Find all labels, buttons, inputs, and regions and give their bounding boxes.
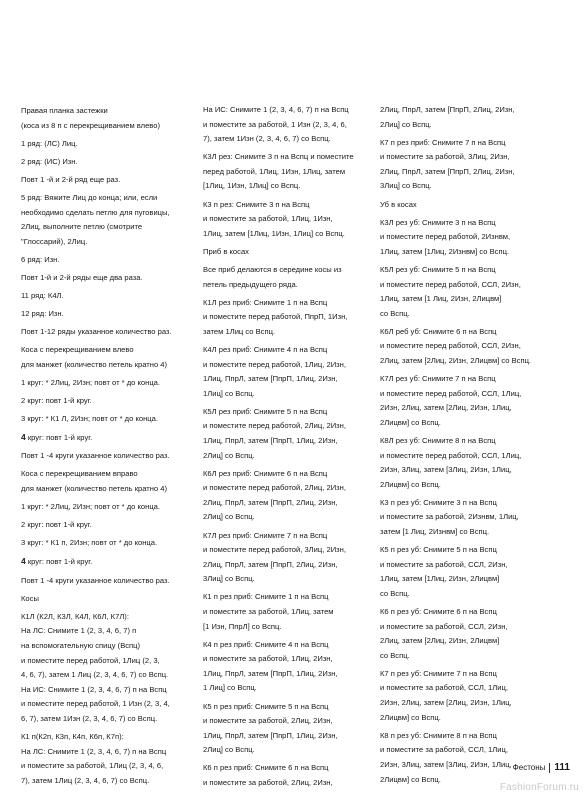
paragraph (380, 103, 568, 132)
paragraph (21, 307, 193, 322)
paragraph-text: К6Л рез приб: Снимите 6 п на Вспц и поместите перед работой, 2Лиц, 2Изн, 2Лиц, ПпрЛ, затем [ПпрП, 2Лиц, 2Изн, 2Лиц] со Вспц. (203, 468, 346, 522)
paragraph-text: круг: повт 1-й круг. (25, 433, 93, 443)
paragraph (21, 376, 193, 391)
paragraph (203, 638, 375, 696)
paragraph-text: К6 п рез уб: Снимите 6 п на Вспц и поместите за работой, ССЛ, 2Изн, 2Лиц, затем [2Лиц, 2Изн, 2Лицвм] со Вспц. (380, 607, 508, 660)
paragraph (21, 554, 193, 570)
paragraph (21, 430, 193, 446)
paragraph (21, 412, 193, 427)
paragraph-text: К3Л рез: Снимите 3 п на Вспц и поместите перед работой, 1Лиц, 1Изн, 1Лиц, затем [1Лиц, 1Изн, 1Лиц] со Вспц. (203, 152, 354, 191)
paragraph (203, 263, 375, 292)
paragraph (21, 730, 193, 788)
paragraph-text: К3Л рез уб: Снимите 3 п на Вспц и поместите перед работой, 2Изнвм, 1Лиц, затем [1Лиц, 2Изнвм] со Вспц. (380, 217, 511, 256)
round-number: 4 (21, 432, 26, 443)
paragraph-text: 5 ряд: Вяжите Лиц до конца; или, если необходимо сделать петлю для пуговицы, 2Лиц, выполните петлю (смотрите "Глоссарий), 2Лиц. (21, 192, 170, 246)
paragraph-text: К4 п рез приб: Снимите 4 п на Вспц и поместите за работой, 1Лиц, 2Изн, 1Лиц, ПпрЛ, затем [ПпрП, 1Лиц, 2Изн, 1 Лиц] со Вспц. (203, 639, 338, 693)
paragraph (203, 103, 375, 147)
paragraph (21, 253, 193, 268)
paragraph-text: Коса с перекрещиванием влево для манжет (количество петель кратно 4) (21, 345, 168, 369)
paragraph-text: 2 ряд: (ИС) Изн. (21, 156, 78, 166)
paragraph-text: К6Л реб уб: Снимите 6 п на Вспц и поместите перед работой, ССЛ, 2Изн, 2Лиц, затем [2Лиц, 2Изн, 2Лицвм] со Вспц. (380, 326, 532, 365)
paragraph-text: Приб в косах (203, 246, 249, 256)
paragraph-text: К1 п рез приб: Снимите 1 п на Вспц и поместите за работой, 1Лиц, затем [1 Изн, ПпрЛ] со Вспц. (203, 592, 334, 631)
paragraph (380, 729, 568, 787)
paragraph-text: К3 п рез: Снимите 3 п на Вспц и поместите за работой, 1Лиц, 1Изн, 1Лиц, затем [1Лиц, 1Изн, 1Лиц] со Вспц. (203, 199, 345, 238)
footer-divider (549, 763, 550, 773)
paragraph (21, 536, 193, 551)
paragraph (21, 155, 193, 170)
paragraph (21, 610, 193, 727)
paragraph (380, 263, 568, 321)
paragraph-text: 1 круг: * 2Лиц, 2Изн; повт от * до конца. (21, 502, 161, 512)
column-right (380, 103, 568, 791)
paragraph (21, 191, 193, 249)
paragraph-text: 6 ряд: Изн. (21, 254, 60, 264)
paragraph-text: К4Л рез приб: Снимите 4 п на Вспц и поместите перед работой, 1Лиц, 2Изн, 1Лиц, ПпрЛ, затем [ПпрП, 1Лиц, 2Изн, 1Лиц] со Вспц. (203, 344, 346, 398)
paragraph-text: К1Л рез приб: Снимите 1 п на Вспц и поместите перед работой, ПпрП, 1Изн, затем 1Лиц со Вспц. (203, 297, 348, 336)
paragraph-text: Повт 1 -4 круги указанное количество раз. (21, 575, 170, 585)
paragraph-text: К6 п рез приб: Снимите 6 п на Вспц и поместите за работой, 2Лиц, 2Изн, (203, 763, 333, 788)
paragraph (203, 700, 375, 758)
paragraph (380, 496, 568, 540)
paragraph-text: Повт 1-12 ряды указанное количество раз. (21, 327, 172, 337)
paragraph (21, 271, 193, 286)
paragraph (203, 296, 375, 340)
paragraph-text: К5Л рез приб: Снимите 5 п на Вспц и поместите перед работой, 2Лиц, 2Изн, 1Лиц, ПпрЛ, затем [ПпрП, 1Лиц, 2Изн, 2Лиц] со Вспц. (203, 406, 346, 460)
section-name: Фестоны (512, 763, 546, 772)
paragraph (21, 449, 193, 464)
paragraph (21, 394, 193, 409)
paragraph (203, 761, 375, 790)
paragraph-text: Повт 1 -4 круги указанное количество раз. (21, 451, 170, 461)
paragraph-text: К5 п рез приб: Снимите 5 п на Вспц и поместите за работой, 2Лиц, 2Изн, 1Лиц, ПпрЛ, затем [ПпрП, 1Лиц, 2Изн, 2Лиц] со Вспц. (203, 701, 338, 755)
paragraph-text: 3 круг: * К1 Л, 2Изн; повт от * до конца. (21, 414, 158, 424)
paragraph-text: 1 ряд: (ЛС) Лиц. (21, 138, 78, 148)
paragraph-text: К5Л рез уб: Снимите 5 п на Вспц и поместите перед работой, ССЛ, 2Изн, 1Лиц, затем [1 Лиц, 2Изн, 2Лицвм] со Вспц. (380, 264, 521, 318)
paragraph-text: 12 ряд: Изн. (21, 309, 64, 319)
paragraph (380, 543, 568, 601)
paragraph (21, 467, 193, 496)
paragraph-text: К7 п рез уб: Снимите 7 п на Вспц и поместите за работой, ССЛ, 1Лиц, 2Изн, 2Лиц, затем [2Лиц, 2Изн, 1Лиц, 2Лицвм] со Вспц. (380, 668, 512, 722)
paragraph (21, 592, 193, 607)
paragraph (203, 150, 375, 194)
paragraph-text: Повт 1-й и 2-й ряды еще два раза. (21, 272, 143, 282)
paragraph (203, 467, 375, 525)
paragraph (21, 289, 193, 304)
column-middle (203, 103, 375, 794)
paragraph (21, 500, 193, 515)
paragraph (203, 405, 375, 463)
paragraph-text: Все приб делаются в середине косы из петель предыдущего ряда. (203, 264, 342, 289)
paragraph-text: К1 п(К2п, К3п, К4п, К6п, К7п): На ЛС: Снимите 1 (2, 3, 4, 6, 7) п на Вспц и поместите за работой, 1Лиц (2, 3, 4, 6, 7), затем 1Лиц (2, 3, 4, 6, 7) со Вспц. (21, 731, 167, 785)
paragraph (21, 518, 193, 533)
paragraph-text: Коса с перекрещиванием вправо для манжет (количество петель кратно 4) (21, 469, 168, 494)
paragraph (21, 325, 193, 340)
page-number: 111 (554, 762, 570, 773)
paragraph-text: 2 круг: повт 1-й круг. (21, 520, 92, 530)
paragraph (203, 343, 375, 401)
paragraph (380, 198, 568, 213)
paragraph-text: К3 п рез уб: Снимите 3 п на Вспц и поместите за работой, 2Изнвм, 1Лиц, затем [1 Лиц, 2Изнвм] со Вспц. (380, 497, 519, 537)
paragraph (203, 590, 375, 634)
paragraph (380, 372, 568, 430)
paragraph-text: К7Л рез уб: Снимите 7 п на Вспц и поместите перед работой, ССЛ, 1Лиц, 2Изн, 2Лиц, затем [2Лиц, 2Изн, 1Лиц, 2Лицвм] со Вспц. (380, 374, 522, 427)
paragraph (380, 136, 568, 194)
paragraph-text: На ИС: Снимите 1 (2, 3, 4, 6, 7) п на Вспц и поместите за работой, 1 Изн (2, 3, 4, 6, 7), затем 1Изн (2, 3, 4, 6, 7) со Вспц. (203, 105, 349, 144)
paragraph-text: Косы (21, 593, 39, 603)
paragraph-text: Уб в косах (380, 199, 417, 209)
paragraph (21, 104, 193, 133)
paragraph (380, 325, 568, 369)
round-number: 4 (21, 556, 26, 567)
paragraph-text: Повт 1 -й и 2-й ряд еще раз. (21, 174, 121, 184)
paragraph-text: круг: повт 1-й круг. (25, 557, 93, 567)
paragraph-text: К8Л рез уб: Снимите 8 п на Вспц и поместите перед работой, ССЛ, 1Лиц, 2Изн, 3Лиц, затем [3Лиц, 2Изн, 1Лиц, 2Лицвм] со Вспц. (380, 435, 522, 489)
paragraph-text: К1Л (К2Л, К3Л, К4Л, К6Л, К7Л): На ЛС: Снимите 1 (2, 3, 4, 6, 7) п на вспомогательную спицу (Вспц) и поместите перед работой, 1Лиц (2, 3, 4, 6, 7), затем 1 Лиц (2, 3, 4, 6, 7) со Вспц. На ИС: Снимите 1 (2, 3, 4, 6, 7) п на Вспц и поместите перед работой, 1 Изн (2, 3, 4, 6, 7), затем 1Изн (2, 3, 4, 6, 7) со Вспц. (21, 611, 170, 723)
paragraph (380, 434, 568, 492)
paragraph (21, 173, 193, 188)
page-footer (513, 762, 570, 773)
paragraph (21, 137, 193, 152)
paragraph (380, 216, 568, 260)
paragraph (380, 605, 568, 663)
paragraph-text: 3 круг: * К1 п, 2Изн; повт от * до конца. (21, 538, 158, 548)
watermark: FashionForum.ru (499, 782, 579, 793)
paragraph-text: К7 п рез приб: Снимите 7 п на Вспц и поместите за работой, 3Лиц, 2Изн, 2Лиц, ПпрЛ, затем [ПпрП, 2Лиц, 2Изн, 3Лиц] со Вспц. (380, 137, 515, 191)
paragraph-text: 11 ряд: К4Л. (21, 291, 64, 301)
paragraph-text: К8 п рез уб: Снимите 8 п на Вспц и поместите за работой, ССЛ, 1Лиц, 2Изн, 3Лиц, затем [3Лиц, 2Изн, 1Лиц, 2Лицвм] со Вспц. (380, 730, 512, 784)
paragraph (21, 574, 193, 589)
paragraph-text: К5 п рез уб: Снимите 5 п на Вспц и поместите за работой, ССЛ, 2Изн, 1Лиц, затем [1Лиц, 2Изн, 2Лицвм] со Вспц. (380, 545, 508, 598)
paragraph-text: Правая планка застежки (коса из 8 п с перекрещиванием влево) (21, 106, 161, 130)
paragraph-text: 2 круг: повт 1-й круг. (21, 396, 92, 406)
paragraph (380, 667, 568, 725)
paragraph (203, 245, 375, 260)
paragraph-text: К7Л рез приб: Снимите 7 п на Вспц и поместите перед работой, 3Лиц, 2Изн, 2Лиц, ПпрЛ, затем [ПпрП, 2Лиц, 2Изн, 3Лиц] со Вспц. (203, 530, 346, 584)
column-left (21, 104, 193, 792)
paragraph (203, 198, 375, 242)
paragraph (21, 343, 193, 372)
paragraph-text: 1 круг: * 2Лиц, 2Изн; повт от * до конца. (21, 378, 161, 387)
paragraph-text: 2Лиц, ПпрЛ, затем [ПпрП, 2Лиц, 2Изн, 2Лиц] со Вспц. (380, 105, 515, 129)
paragraph (203, 529, 375, 587)
